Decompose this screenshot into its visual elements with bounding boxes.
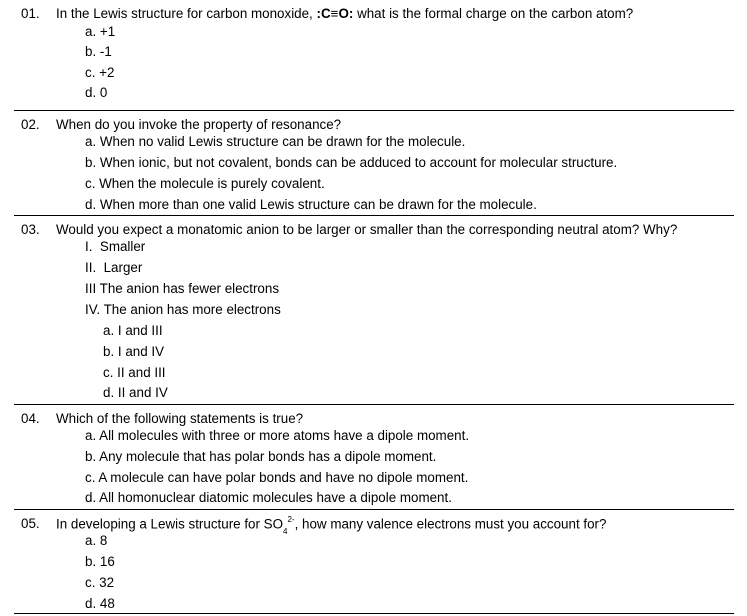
option-b: b. When ionic, but not covalent, bonds can be adduced to account for molecular structure. [85,155,618,170]
question-number: 04. [21,411,40,426]
option-b: b. I and IV [103,344,165,359]
option-d: d. 48 [85,596,115,611]
option-c: c. 32 [85,575,115,590]
option-c: c. When the molecule is purely covalent. [85,176,325,191]
divider [14,509,734,510]
option-a: a. I and III [103,323,163,338]
option-b: b. 16 [85,554,115,569]
option-d: d. When more than one valid Lewis structure can be drawn for the molecule. [85,197,537,212]
statement-1: I. Smaller [85,239,146,254]
question-stem: Which of the following statements is true? [56,411,304,426]
question-stem: Would you expect a monatomic anion to be larger or smaller than the corresponding neutral atom? Why? [56,222,678,237]
option-b: b. Any molecule that has polar bonds has a dipole moment. [85,449,437,464]
option-a: a. When no valid Lewis structure can be drawn for the molecule. [85,134,466,149]
formula: :C≡O: [316,6,354,21]
option-d: d. 0 [85,85,108,100]
divider [14,215,734,216]
statement-2: II. Larger [85,260,143,275]
option-a: a. All molecules with three or more atoms have a dipole moment. [85,428,470,443]
option-b: b. -1 [85,44,112,59]
option-a: a. 8 [85,533,108,548]
question-stem: In developing a Lewis structure for $SO_4^{2-}$, how many valence electrons must you account for? [56,515,607,537]
option-c: c. II and III [103,365,166,380]
option-c: c. +2 [85,65,115,80]
question-number: 03. [21,222,40,237]
option-d: d. All homonuclear diatomic molecules have a dipole moment. [85,490,452,505]
statement-3: III The anion has fewer electrons [85,281,280,296]
statement-4: IV. The anion has more electrons [85,302,281,317]
option-d: d. II and IV [103,385,168,400]
divider [14,613,734,614]
option-a: a. +1 [85,24,116,39]
question-stem: In the Lewis structure for carbon monoxide, :C≡O: what is the formal charge on the carbon atom? [56,6,634,21]
question-number: 02. [21,117,40,132]
question-stem: When do you invoke the property of resonance? [56,117,342,132]
question-number: 01. [21,6,40,21]
option-c: c. A molecule can have polar bonds and have no dipole moment. [85,470,469,485]
formula-charge: $_4^{2-}$ [283,515,295,537]
question-number: 05. [21,516,40,531]
divider [14,110,734,111]
divider [14,404,734,405]
